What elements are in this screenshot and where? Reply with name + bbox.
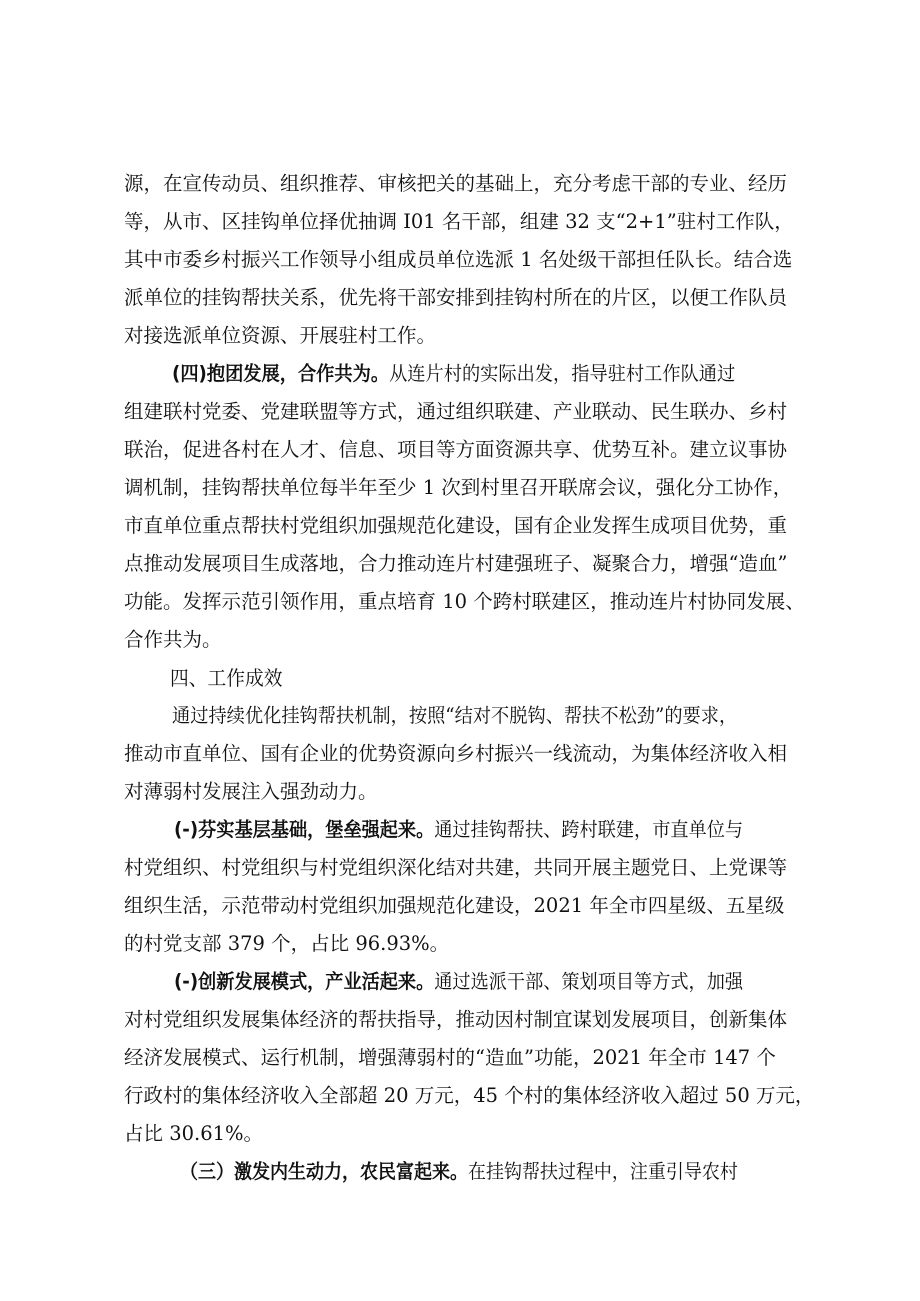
paragraph2-line-8: 合作共为。: [124, 628, 222, 651]
paragraph1-line-1: 源，在宣传动员、组织推荐、审核把关的基础上，充分考虑干部的专业、经历: [124, 172, 788, 195]
paragraph4-lead: (-)芬实基层基础，堡垒强起来。: [174, 818, 435, 841]
paragraph5-lead: (-)创新发展模式，产业活起来。: [174, 970, 435, 993]
paragraph2-lead: (四)抱团发展，合作共为。: [172, 362, 390, 385]
paragraph1-line-3: 其中市委乡村振兴工作领导小组成员单位选派 1 名处级干部担任队长。结合选: [124, 248, 793, 271]
paragraph3-line-3: 对薄弱村发展注入强劲动力。: [124, 780, 378, 803]
paragraph5-line-3: 经济发展模式、运行机制，增强薄弱村的“造血”功能，2021 年全市 147 个: [124, 1046, 776, 1069]
paragraph3-line-1: 通过持续优化挂钩帮扶机制，按照“结对不脱钩、帮扶不松劲”的要求，: [172, 704, 738, 727]
paragraph2-line-4: 调机制，挂钩帮扶单位每半年至少 1 次到村里召开联席会议，强化分工协作，: [124, 476, 793, 499]
paragraph4-first-rest: 通过挂钩帮扶、跨村联建，市直单位与: [434, 818, 744, 841]
paragraph6-lead: （三）激发内生动力，农民富起来。: [180, 1160, 468, 1183]
paragraph5-line-4: 行政村的集体经济收入全部超 20 万元，45 个村的集体经济收入超过 50 万元，: [124, 1084, 815, 1107]
paragraph2-first-rest: 从连片村的实际出发，指导驻村工作队通过: [389, 362, 736, 385]
paragraph6-line-1: [180, 1160, 826, 1184]
paragraph4-line-2: 村党组织、村党组织与村党组织深化结对共建，共同开展主题党日、上党课等: [124, 856, 788, 879]
paragraph3-line-2: 推动市直单位、国有企业的优势资源向乡村振兴一线流动，为集体经济收入相: [124, 742, 788, 765]
paragraph2-line-7: 功能。发挥示范引领作用，重点培育 10 个跨村联建区，推动连片村协同发展、: [124, 590, 805, 613]
paragraph5-line-2: 对村党组织发展集体经济的帮扶指导，推动因村制宜谋划发展项目，创新集体: [124, 1008, 788, 1031]
paragraph1-line-4: 派单位的挂钩帮扶关系，优先将干部安排到挂钩村所在的片区，以便工作队员: [124, 286, 788, 309]
paragraph2-line-2: 组建联村党委、党建联盟等方式，通过组织联建、产业联动、民生联办、乡村: [124, 400, 788, 423]
paragraph4-line-4: 的村党支部 379 个，占比 96.93%。: [124, 932, 450, 955]
paragraph4-line-3: 组织生活，示范带动村党组织加强规范化建设，2021 年全市四星级、五星级: [124, 894, 785, 917]
paragraph5-line-1: [174, 970, 826, 994]
paragraph2-line-3: 联治，促进各村在人才、信息、项目等方面资源共享、优势互补。建立议事协: [124, 438, 788, 461]
section-heading: 四、工作成效: [170, 666, 283, 690]
paragraph5-first-rest: 通过选派干部、策划项目等方式，加强: [434, 970, 744, 993]
paragraph6-first-rest: 在挂钩帮扶过程中，注重引导农村: [467, 1160, 738, 1183]
paragraph5-line-5: 占比 30.61%。: [124, 1122, 264, 1145]
paragraph2-line-5: 市直单位重点帮扶村党组织加强规范化建设，国有企业发挥生成项目优势，重: [124, 514, 788, 537]
paragraph4-line-1: [174, 818, 826, 842]
paragraph2-line-1: [172, 362, 826, 386]
paragraph2-line-6: 点推动发展项目生成落地，合力推动连片村建强班子、凝聚合力，增强“造血”: [124, 552, 788, 575]
paragraph1-line-5: 对接选派单位资源、开展驻村工作。: [124, 324, 437, 347]
paragraph1-line-2: 等，从市、区挂钩单位择优抽调 I01 名干部，组建 32 支“2+1”驻村工作队，: [124, 210, 794, 233]
